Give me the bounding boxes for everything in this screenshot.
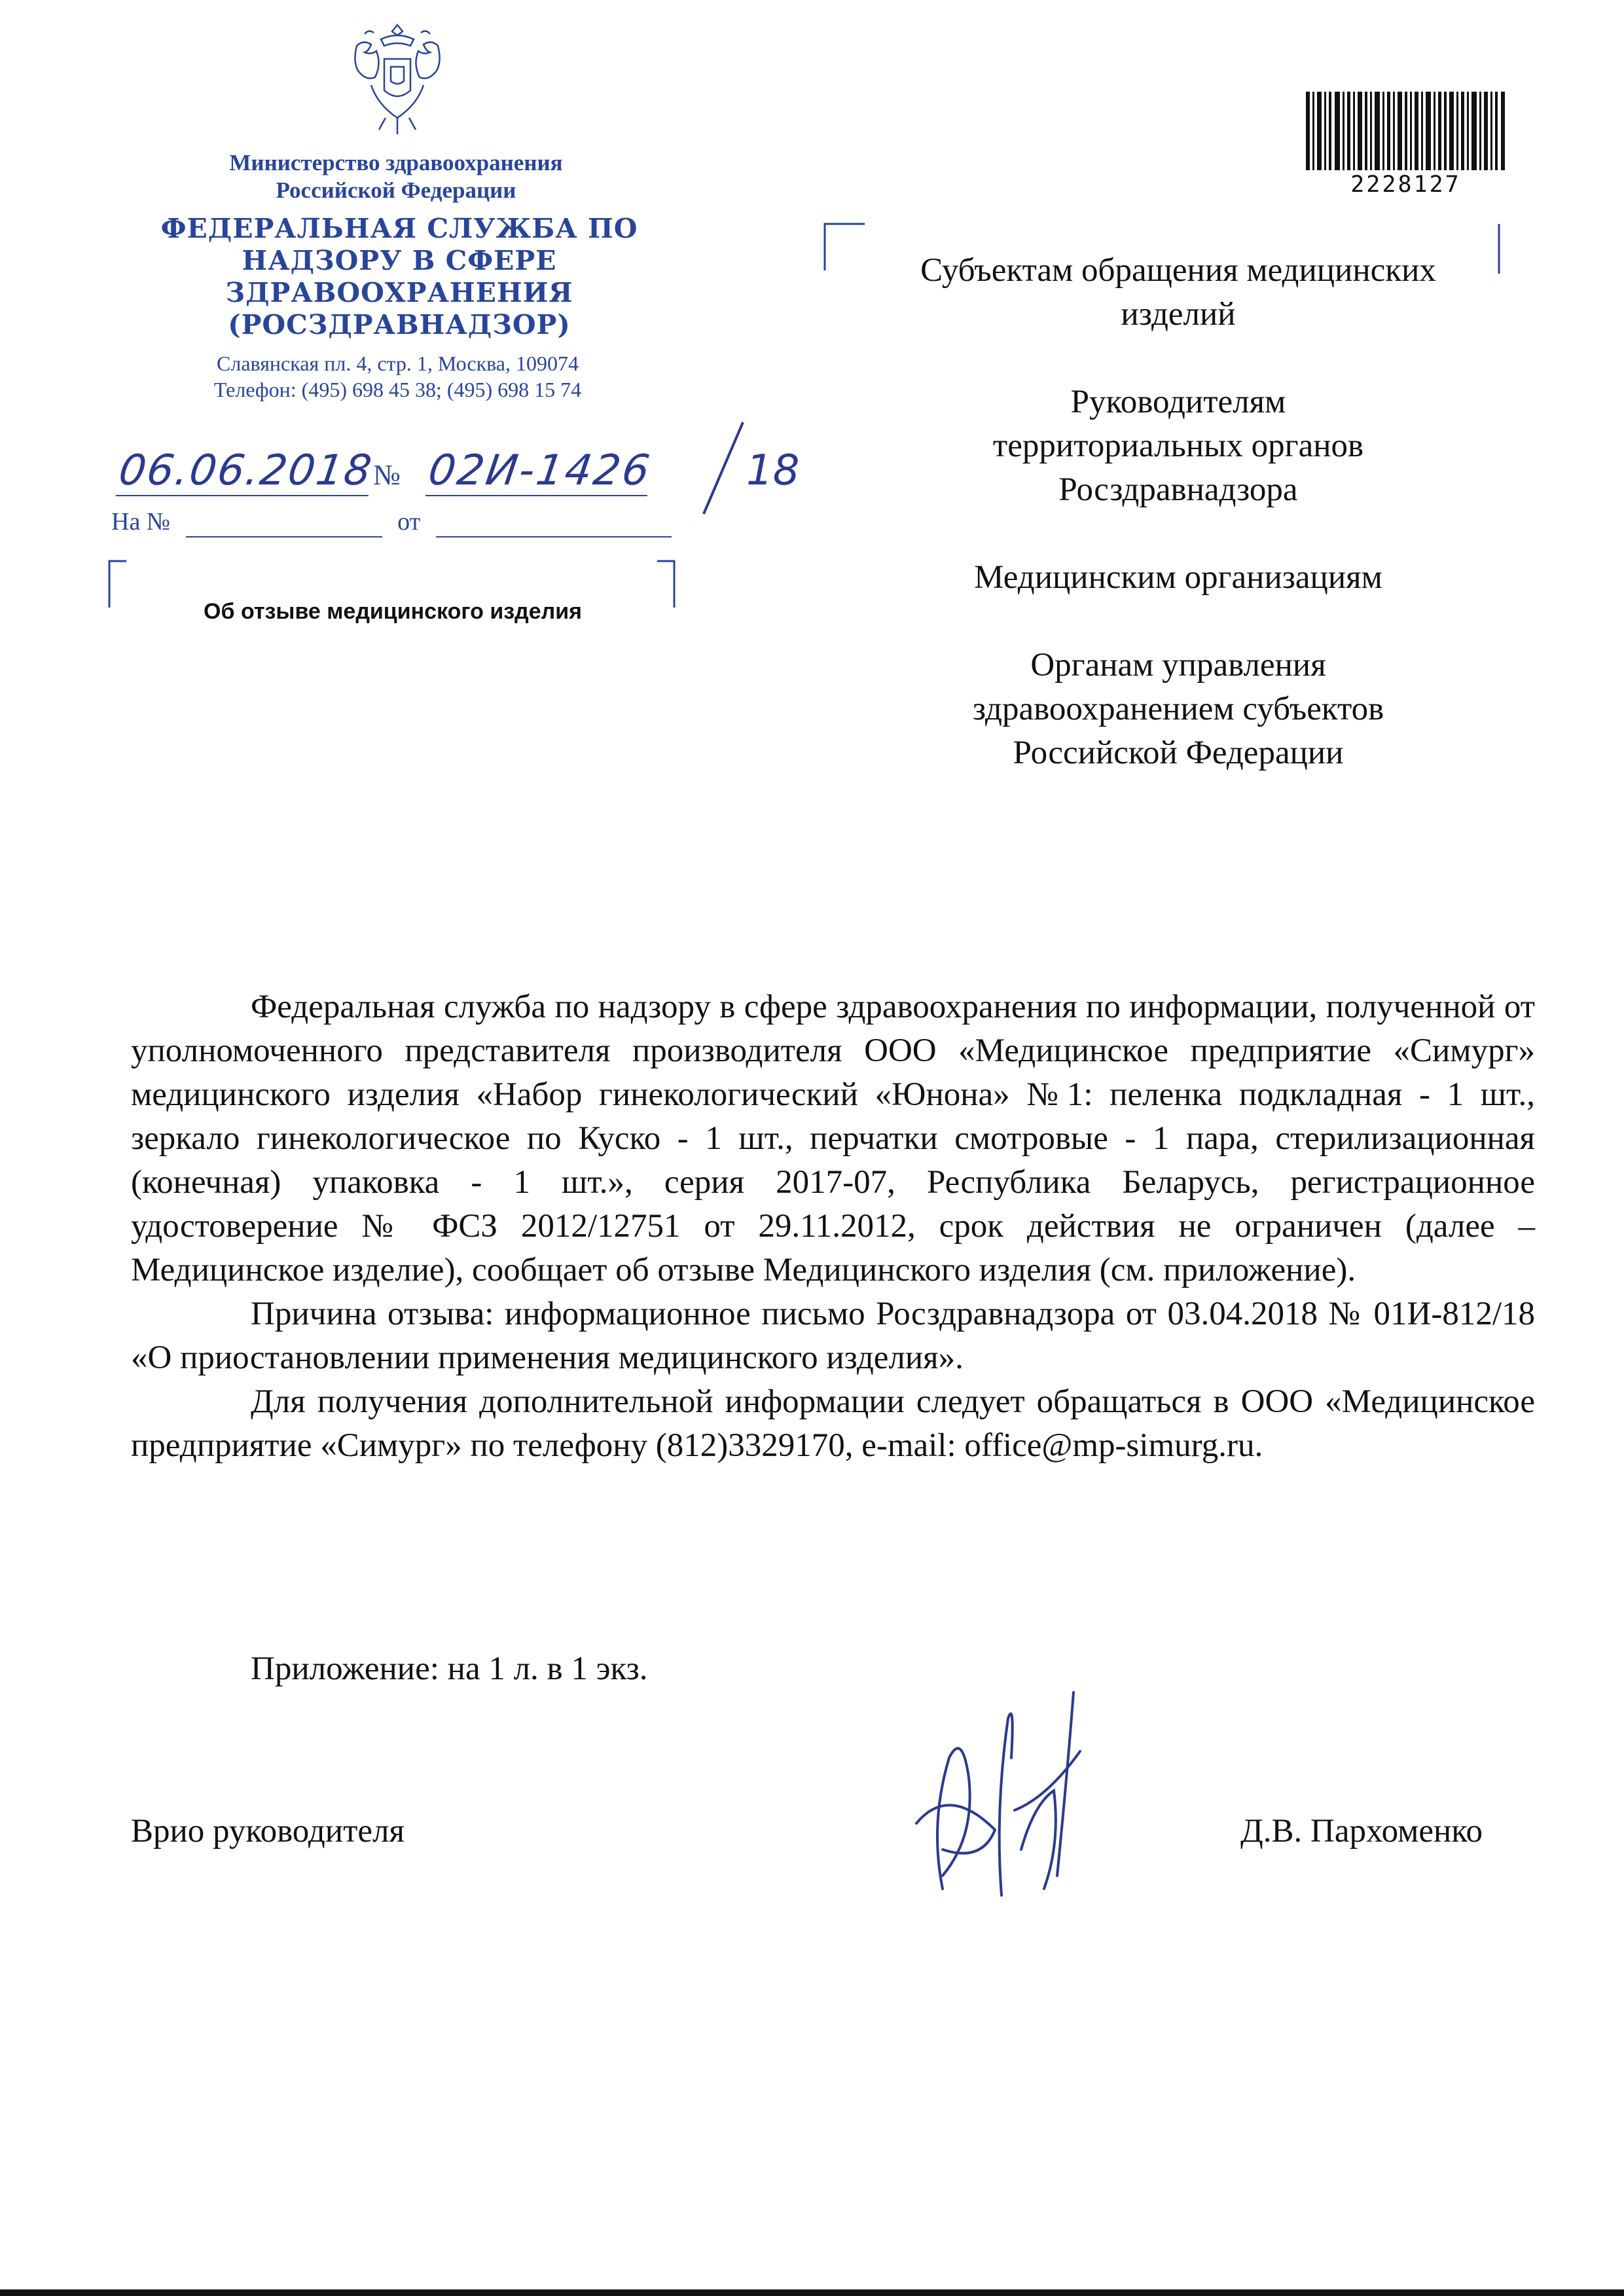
reply-number-blank: [186, 507, 382, 538]
recipient-item: Медицинским организациям: [974, 559, 1382, 596]
barcode: [1306, 92, 1506, 177]
registration-year-suffix: 18: [746, 446, 800, 495]
body-paragraph: Федеральная служба по надзору в сфере здравоохранения по информации, полученной от уполномоченного представителя производителя ООО «Медицинское предприятие «Симург» медицинского изделия «Набор гинекологический «Юнона» №1: пеленка подкладная - 1 шт., зеркало гинекологическое по Куско - 1 шт., перчатки смотровые - 1 пара, стерилизационная (конечная) упаковка - 1 шт.», серия 2017-07, Республика Беларусь, регистрационное удостоверение № ФСЗ 2012/12751 от 29.11.2012, срок действия не ограничен (далее – Медицинское изделие), сообщает об отзыве Медицинского изделия (см. приложение).: [131, 989, 1535, 1288]
recipients-block: [910, 249, 1447, 819]
registration-date: 06.06.2018: [115, 446, 376, 495]
recipient-item: Субъектам обращения медицинских изделий: [920, 252, 1436, 333]
reply-date-blank: [436, 507, 672, 538]
address-line: Славянская пл. 4, стр. 1, Москва, 109074: [217, 352, 579, 375]
addressee-bracket-right: [1492, 223, 1506, 275]
signer-name: Д.В. Пархоменко: [1240, 1813, 1483, 1850]
body-paragraph: Для получения дополнительной информации следует обращаться в ООО «Медицинское предприятие «Симург» по телефону (812)3329170, e-mail: office@mp-simurg.ru.: [131, 1383, 1535, 1464]
handwritten-signature: [903, 1679, 1093, 1905]
registration-number-label: №: [373, 459, 401, 491]
barcode-number: 2228127: [1350, 172, 1461, 198]
ministry-name: Министерство здравоохранения Российской Федерации: [229, 150, 563, 203]
recipient-item: Органам управления здравоохранением субъектов Российской Федерации: [972, 647, 1384, 771]
reply-from-label: от: [397, 508, 421, 536]
coat-of-arms-emblem: [345, 20, 450, 141]
slash-mark: [697, 419, 749, 517]
body-paragraph: Причина отзыва: информационное письмо Росздравнадзора от 03.04.2018 № 01И-812/18 «О приостановлении применения медицинского изделия».: [131, 1296, 1535, 1376]
registration-number: 02И-1426: [425, 446, 655, 495]
reply-number-label: На №: [111, 508, 171, 536]
phone-line: Телефон: (495) 698 45 38; (495) 698 15 74: [213, 378, 582, 401]
reply-reference-row: [111, 507, 672, 538]
service-name: ФЕДЕРАЛЬНАЯ СЛУЖБА ПО НАДЗОРУ В СФЕРЕ ЗДРАВООХРАНЕНИЯ (РОСЗДРАВНАДЗОР): [160, 213, 638, 340]
signer-position: Врио руководителя: [131, 1813, 405, 1850]
letter-subject: Об отзыве медицинского изделия: [204, 599, 582, 624]
letter-body: [131, 985, 1535, 1468]
attachment-note: Приложение: на 1 л. в 1 экз.: [251, 1650, 648, 1687]
scan-edge: [0, 2289, 1624, 2296]
recipient-item: Руководителям территориальных органов Росздравнадзора: [992, 384, 1364, 508]
address-block: [131, 350, 664, 403]
addressee-bracket-left: [823, 223, 866, 272]
